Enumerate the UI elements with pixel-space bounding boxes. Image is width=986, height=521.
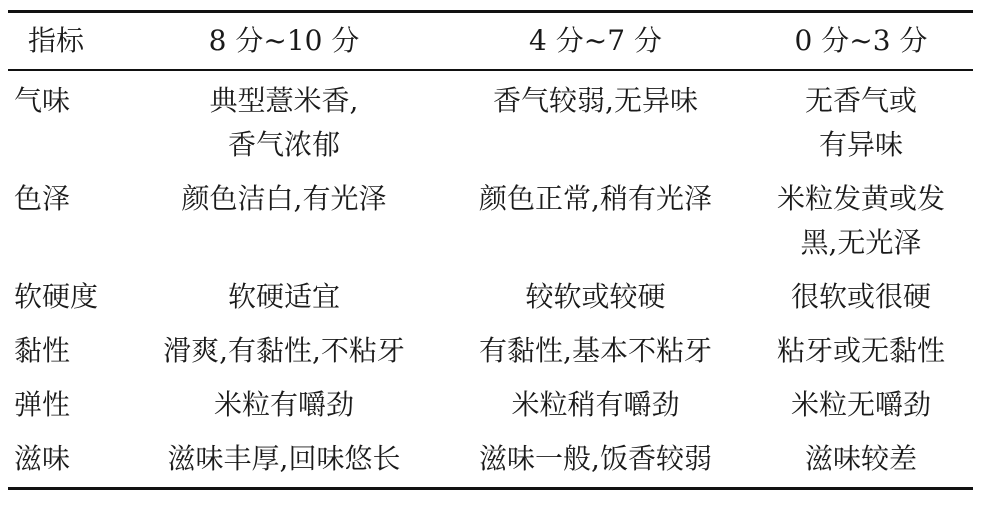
header-indicator: 指标 — [28, 24, 85, 57]
row-label — [8, 271, 126, 325]
header-score-0-3: 0 分~3 分 — [794, 24, 928, 57]
table-cell — [749, 70, 973, 173]
cell-text: 典型薏米香, 香气浓郁 — [209, 84, 359, 161]
table-cell — [126, 70, 442, 173]
table-cell — [126, 325, 442, 379]
table-cell — [442, 271, 749, 325]
table-row — [8, 70, 973, 173]
table-row — [8, 271, 973, 325]
row-label — [8, 173, 126, 271]
row-label — [8, 433, 126, 489]
cell-text: 米粒有嚼劲 — [213, 388, 354, 421]
table-cell — [126, 271, 442, 325]
cell-text: 米粒无嚼劲 — [790, 388, 931, 421]
sensory-evaluation-table — [8, 10, 973, 490]
table-cell — [749, 325, 973, 379]
table-row — [8, 379, 973, 433]
table-row — [8, 325, 973, 379]
cell-text: 无香气或 有异味 — [804, 84, 917, 161]
table-cell — [749, 379, 973, 433]
cell-text: 软硬度 — [14, 280, 99, 313]
table-cell — [749, 173, 973, 271]
cell-text: 滑爽,有黏性,不粘牙 — [163, 334, 405, 367]
cell-text: 有黏性,基本不粘牙 — [479, 334, 712, 367]
table-cell — [126, 379, 442, 433]
header-score-8-10: 8 分~10 分 — [208, 24, 360, 57]
table-row — [8, 173, 973, 271]
row-label — [8, 70, 126, 173]
table-row — [8, 433, 973, 489]
table-cell — [442, 433, 749, 489]
cell-text: 弹性 — [14, 388, 71, 421]
cell-text: 香气较弱,无异味 — [493, 84, 698, 117]
table-cell — [442, 379, 749, 433]
row-label — [8, 325, 126, 379]
cell-text: 颜色洁白,有光泽 — [181, 182, 387, 215]
table-cell — [126, 433, 442, 489]
header-score-4-7: 4 分~7 分 — [529, 24, 662, 57]
cell-text: 滋味一般,饭香较弱 — [479, 442, 712, 475]
cell-text: 软硬适宜 — [227, 280, 340, 313]
header-row — [8, 12, 973, 71]
cell-text: 滋味较差 — [804, 442, 917, 475]
cell-text: 黏性 — [14, 334, 71, 367]
table-cell — [442, 325, 749, 379]
table-cell — [749, 271, 973, 325]
cell-text: 色泽 — [14, 182, 71, 215]
cell-text: 粘牙或无黏性 — [776, 334, 945, 367]
cell-text: 滋味 — [14, 442, 71, 475]
row-label — [8, 379, 126, 433]
table-cell — [442, 173, 749, 271]
cell-text: 气味 — [14, 84, 71, 117]
cell-text: 很软或很硬 — [790, 280, 931, 313]
table-cell — [442, 70, 749, 173]
cell-text: 滋味丰厚,回味悠长 — [167, 442, 401, 475]
cell-text: 颜色正常,稍有光泽 — [479, 182, 712, 215]
cell-text: 米粒稍有嚼劲 — [511, 388, 680, 421]
cell-text: 米粒发黄或发 黑,无光泽 — [776, 182, 945, 259]
cell-text: 较软或较硬 — [525, 280, 666, 313]
table-cell — [749, 433, 973, 489]
table-cell — [126, 173, 442, 271]
table-header — [8, 12, 973, 71]
table-body — [8, 70, 973, 489]
